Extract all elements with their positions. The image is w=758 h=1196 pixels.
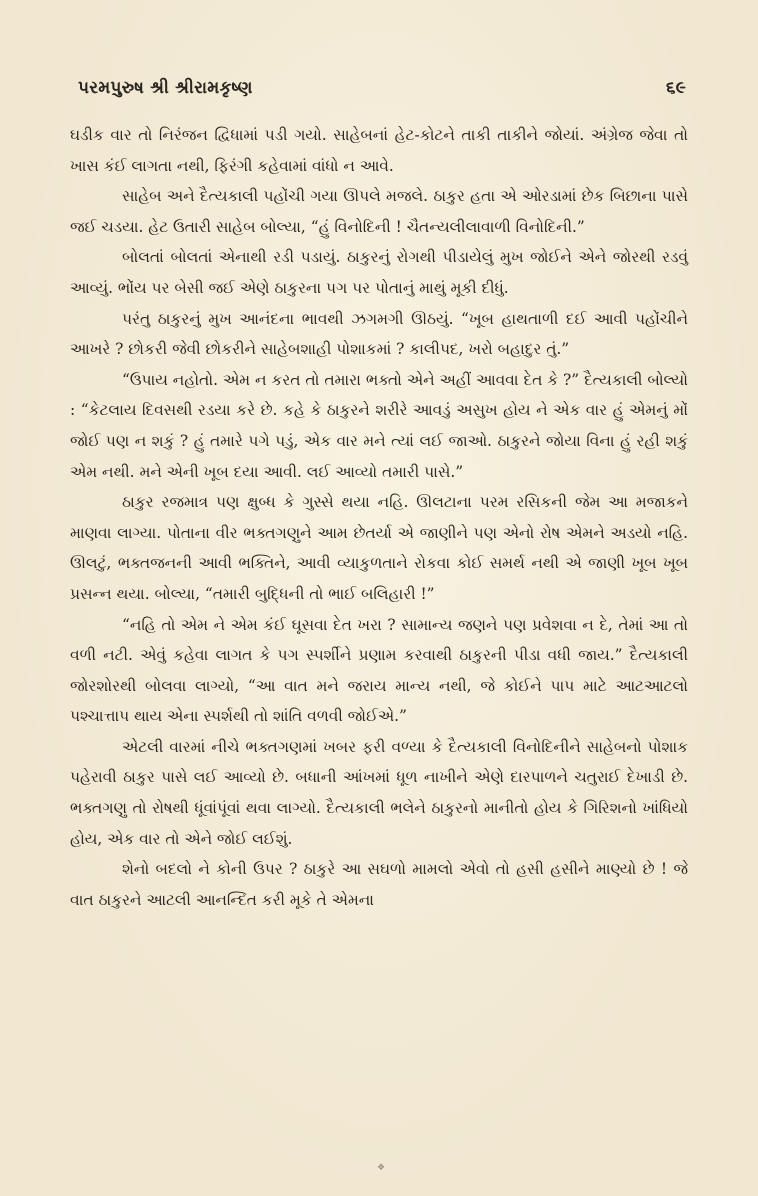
paragraph-4: પરંતુ ઠાકુરનું મુખ આનંદના ભાવથી ઝગમગી ઊઠયું. “ખૂબ હાથતાળી દઈ આવી પહોંચીને આખરે ? છોકરી જેવી છોકરીને સાહેબશાહી પોશાકમાં ? કાલીપદ, ખરો બહાદુર તું.” — [70, 309, 688, 359]
paragraph-7: “નહિ તો એમ ને એમ કંઈ ઘૂસવા દેત ખરા ? સામાન્ય જણને પણ પ્રવેશવા ન દે, તેમાં આ તો વળી નટી. એવું કહેવા લાગત કે પગ સ્પર્શીને પ્રણામ કરવાથી ઠાકુરની પીડા વધી જાય.” દૈત્યકાલી જોરશોરથી બોલવા લાગ્યો, “આ વાત મને જરાય માન્ય નથી, જે કોઈને પાપ માટે આટઆટલો પશ્ચાત્તાપ થાય એના સ્પર્શથી તો શાંતિ વળવી જોઈએ.” — [70, 615, 688, 726]
running-title: પરમપુરુષ શ્રી શ્રીરામકૃષ્ણ — [78, 78, 253, 98]
body-text — [70, 120, 688, 915]
paragraph-5: “ઉપાય નહોતો. એમ ન કરત તો તમારા ભક્તો એને અહીં આવવા દેત કે ?” દૈત્યકાલી બોલ્યો : “કેટલાય દિવસથી રડયા કરે છે. કહે કે ઠાકુરને શરીરે આવડું અસુખ હોય ને એક વાર હું એમનું મોં જોઈ પણ ન શકું ? હું તમારે પગે પડું, એક વાર મને ત્યાં લઈ જાઓ. ઠાકુરને જોયા વિના હું રહી શકું એમ નથી. મને એની ખૂબ દયા આવી. લઈ આવ્યો તમારી પાસે.” — [70, 370, 688, 481]
paragraph-6: ઠાકુર રજમાત્ર પણ ક્ષુબ્ધ કે ગુસ્સે થયા નહિ. ઊલટાના પરમ રસિકની જેમ આ મજાકને માણવા લાગ્યા. પોતાના વીર ભક્તગણુને આમ છેતર્યા એ જાણીને પણ એનો રોષ એમને અડયો નહિ. ઊલટું, ભક્તજનની આવી ભક્તિને, આવી વ્યાકુળતાને રોકવા કોઈ સમર્થ નથી એ જાણી ખૂબ ખૂબ પ્રસન્ન થયા. બોલ્યા, “તમારી બુદ્ધિની તો ભાઈ બલિહારી !” — [70, 493, 688, 603]
running-header — [70, 78, 688, 98]
footer-ornament: ❖ — [377, 1163, 386, 1173]
paragraph-1: ઘડીક વાર તો નિરંજન દ્વિધામાં પડી ગયો. સાહેબનાં હેટ-કોટને તાકી તાકીને જોયાં. અંગ્રેજ જેવા તો ખાસ કંઈ લાગતા નથી, ફિરંગી કહેવામાં વાંધો ન આવે. — [70, 126, 688, 175]
page-number: ૬૯ — [666, 78, 686, 98]
paragraph-2: સાહેબ અને દૈત્યકાલી પહોંચી ગયા ઊપલે મજલે. ઠાકુર હતા એ ઓરડામાં છેક બિછાના પાસે જઈ ચડયા. હેટ ઉતારી સાહેબ બોલ્યા, “હું વિનોદિની ! ચૈતન્યલીલાવાળી વિનોદિની.” — [70, 187, 688, 236]
paragraph-3: બોલતાં બોલતાં એનાથી રડી પડાયું. ઠાકુરનું રોગથી પીડાયેલું મુખ જોઈને એને જોરથી રડવું આવ્યું. ભોંય પર બેસી જઈ એણે ઠાકુરના પગ પર પોતાનું માથું મૂકી દીધું. — [70, 248, 688, 297]
paragraph-9: શેનો બદલો ને કોની ઉપર ? ઠાકુરે આ સઘળો મામલો એવો તો હસી હસીને માણ્યો છે ! જે વાત ઠાકુરને આટલી આનન્દિત કરી મૂકે તે એમના — [70, 860, 688, 909]
paragraph-8: એટલી વારમાં નીચે ભક્તગણમાં ખબર ફરી વળ્યા કે દૈત્યકાલી વિનોદિનીને સાહેબનો પોશાક પહેરાવી ઠાકુર પાસે લઈ આવ્યો છે. બધાની આંખમાં ધૂળ નાખીને એણે દારપાળને ચતુરાઈ દેખાડી છે. ભક્તગણુ તો રોષથી ધૂંવાંપૂંવાં થવા લાગ્યો. દૈત્યકાલી ભલેને ઠાકુરનો માનીતો હોય કે ગિરિશનો ખાંધિયો હોય, એક વાર તો એને જોઈ લઈશું. — [70, 737, 688, 848]
